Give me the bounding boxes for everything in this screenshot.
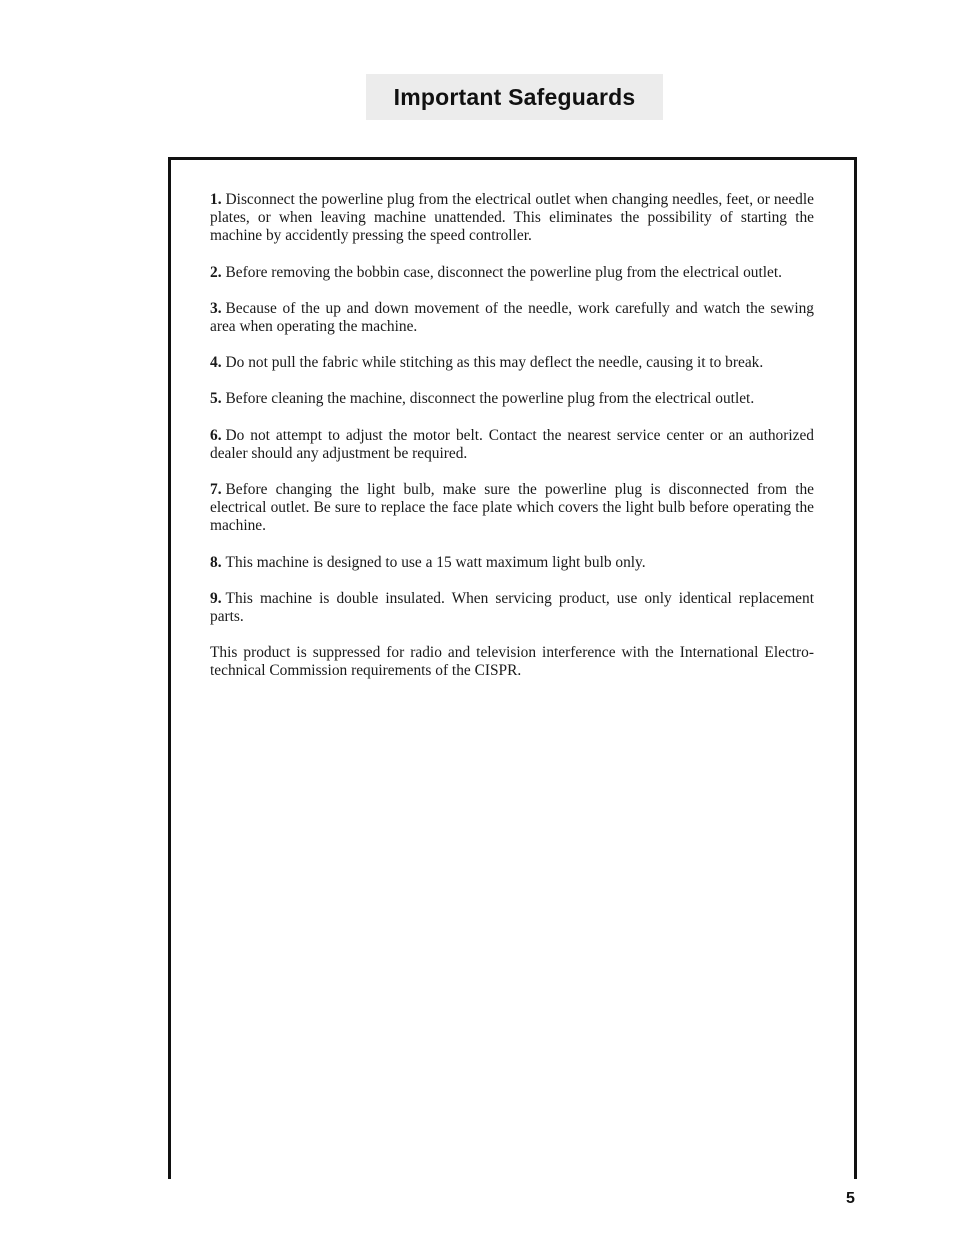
safeguards-list [210, 191, 814, 699]
item-number: 9. [210, 589, 222, 607]
safeguard-item-3 [210, 300, 814, 336]
safeguard-item-5 [210, 390, 814, 408]
item-text: This machine is designed to use a 15 watt maximum light bulb only. [225, 553, 646, 571]
item-text: This machine is double insulated. When servicing product, use only identical replacement parts. [210, 589, 814, 626]
item-text: Do not attempt to adjust the motor belt. Contact the nearest service center or an authorized dealer should any adjustment be required. [210, 426, 814, 462]
item-number: 7. [210, 481, 222, 499]
item-number: 2. [210, 263, 222, 281]
safeguard-item-8 [210, 554, 814, 572]
item-text: Because of the up and down movement of the needle, work carefully and watch the sewing area when operating the machine. [210, 299, 814, 336]
item-text: Disconnect the powerline plug from the electrical outlet when changing needles, feet, or needle plates, or when leaving machine unattended. This eliminates the possibility of starting the machine by accidently pressing the speed controller. [210, 191, 814, 245]
page-number: 5 [846, 1190, 855, 1207]
safeguard-item-7 [210, 481, 814, 536]
item-text: Before cleaning the machine, disconnect the powerline plug from the electrical outlet. [225, 390, 755, 408]
item-text: Do not pull the fabric while stitching as this may deflect the needle, causing it to break. [225, 354, 764, 372]
safeguard-item-9 [210, 590, 814, 626]
title-band [366, 74, 663, 120]
safeguard-item-2 [210, 264, 814, 282]
item-number: 4. [210, 354, 222, 372]
safeguard-item-1 [210, 191, 814, 246]
safeguard-item-6 [210, 427, 814, 463]
page-title: Important Safeguards [393, 83, 636, 110]
item-number: 5. [210, 390, 222, 408]
item-number: 6. [210, 426, 222, 444]
item-text: Before removing the bobbin case, disconnect the powerline plug from the electrical outlet. [225, 263, 782, 281]
item-text: Before changing the light bulb, make sure the powerline plug is disconnected from the electrical outlet. Be sure to replace the face plate which covers the light bulb before operating the machine. [210, 481, 814, 535]
item-number: 8. [210, 553, 222, 571]
item-number: 3. [210, 299, 222, 317]
interference-notice: This product is suppressed for radio and television interference with the International Electro-technical Commission requirements of the CISPR. [210, 644, 814, 680]
safeguard-item-4 [210, 354, 814, 372]
item-number: 1. [210, 191, 222, 208]
